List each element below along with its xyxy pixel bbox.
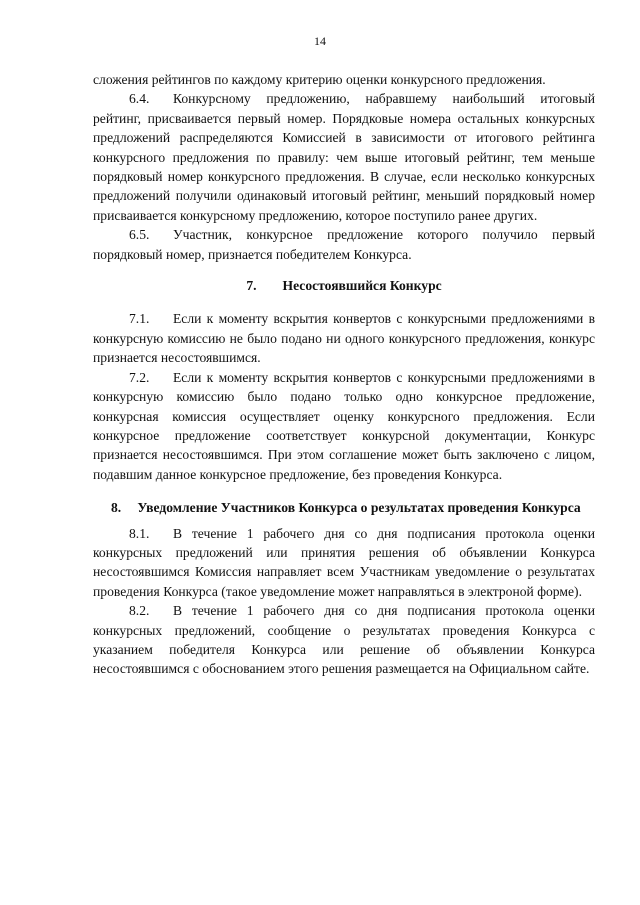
clause-text: Если к моменту вскрытия конвертов с конкурсными предложениями в конкурсную комиссию было подано только одно конкурсное предложение, конкурсная комиссия осуществляет оценку конкурсного предложения. Если конкурсное предложение соответствует конкурсной документации, Конкурс признается несостоявшимся. При этом соглашение может быть заключено с лицом, подавшим данное конкурсное предложение, без проведения Конкурса. xyxy=(93,369,595,482)
clause-number: 7.2. xyxy=(129,369,150,385)
section-number: 8. xyxy=(111,500,122,516)
page-number: 14 xyxy=(314,34,326,48)
paragraph-8-2 xyxy=(93,601,595,679)
clause-text: Конкурсному предложению, набравшему наибольший итоговый рейтинг, присваивается первый номер. Порядковые номера остальных конкурсных предложений распределяются Комиссией в зависимости от итогового рейтинга конкурсного предложения по правилу: чем выше итоговый рейтинг, тем меньше порядковый номер конкурсного предложения. В случае, если несколько конкурсных предложений получили одинаковый итоговый рейтинг, меньший порядковый номер присваивается конкурсному предложению, которое поступило ранее других. xyxy=(93,91,595,223)
clause-number: 6.5. xyxy=(129,227,150,243)
section-heading-8 xyxy=(93,498,595,517)
clause-text: В течение 1 рабочего дня со дня подписания протокола оценки конкурсных предложений, сообщение о результатах проведения Конкурса с указанием победителя Конкурса или решение об объявлении Конкурса несостоявшимся с обоснованием этого решения размещается на Официальном сайте. xyxy=(93,603,595,677)
section-number: 7. xyxy=(246,278,257,294)
paragraph-continuation: сложения рейтингов по каждому критерию оценки конкурсного предложения. xyxy=(93,72,546,87)
paragraph-7-1 xyxy=(93,309,595,367)
paragraph-8-1 xyxy=(93,524,595,602)
clause-number: 7.1. xyxy=(129,311,150,327)
clause-number: 8.2. xyxy=(129,603,150,619)
clause-text: Если к моменту вскрытия конвертов с конкурсными предложениями в конкурсную комиссию не было подано ни одного конкурсного предложения, конкурс признается несостоявшимся. xyxy=(93,311,595,366)
section-heading-7 xyxy=(93,276,595,295)
paragraph-7-2 xyxy=(93,368,595,484)
paragraph-6-4 xyxy=(93,89,595,225)
clause-number: 8.1. xyxy=(129,525,150,541)
clause-text: Участник, конкурсное предложение которого получило первый порядковый номер, признается победителем Конкурса. xyxy=(93,227,595,262)
clause-text: В течение 1 рабочего дня со дня подписания протокола оценки конкурсных предложений или принятия решения об объявлении Конкурса несостоявшимся Комиссия направляет всем Участникам уведомление о результатах проведения Конкурса (такое уведомление может направляться в электроной форме). xyxy=(93,525,595,599)
clause-number: 6.4. xyxy=(129,91,150,107)
document-body xyxy=(93,70,595,679)
section-title: Несостоявшийся Конкурс xyxy=(282,278,442,294)
section-title: Уведомление Участников Конкурса о результатах проведения Конкурса xyxy=(137,500,581,516)
paragraph-6-5 xyxy=(93,225,595,264)
